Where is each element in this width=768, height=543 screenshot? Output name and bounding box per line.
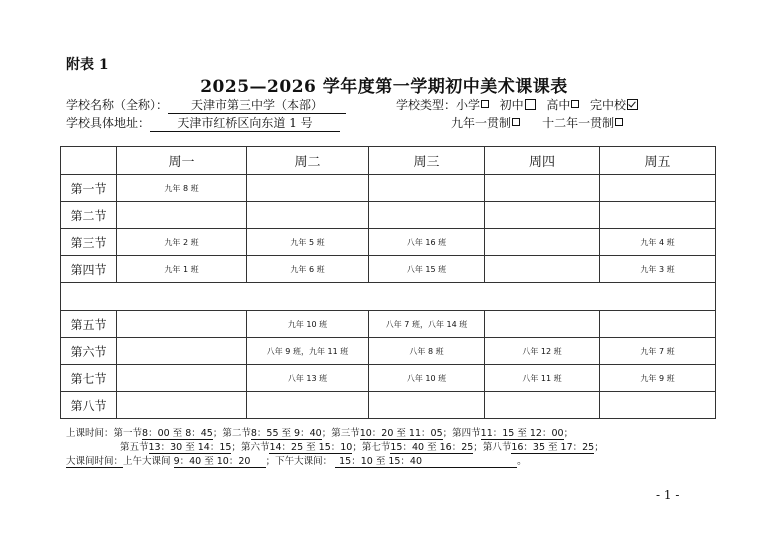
class-cell [600,311,716,338]
type-option-primary: 小学 [456,98,481,112]
period-time-value: 13：30 至 14：15 [149,439,232,454]
period-time-value: 14：25 至 15：10 [269,439,352,454]
class-cell [485,202,600,229]
type-complete-checked-icon [627,99,638,110]
class-cell: 九年 9 班 [600,365,716,392]
period-time-name: 第六节 [240,442,270,453]
period-time-name: 第三节 [331,428,360,439]
class-cell: 九年 6 班 [247,256,369,283]
school-type-label: 学校类型： [396,98,457,112]
type-senior-checkbox [571,100,579,108]
page-number: - 1 - [656,488,680,502]
period-label: 第五节 [61,311,117,338]
period-time-name: 第五节 [120,442,149,453]
class-cell [369,175,485,202]
class-cell [600,392,716,419]
page-title: 2025—2026 学年度第一学期初中美术课课表 [200,77,568,97]
period-row [61,392,716,419]
period-time-name: 第二节 [222,428,251,439]
class-cell: 八年 11 班 [485,365,600,392]
attachment-label: 附表 1 [66,57,109,73]
period-row [61,229,716,256]
lunch-separator-cell [61,283,716,311]
class-cell [117,311,247,338]
class-cell [117,392,247,419]
class-cell: 八年 9 班，九年 11 班 [247,338,369,365]
period-time-name: 第一节 [113,428,143,439]
type-option-junior: 初中 [499,98,524,112]
period-label: 第六节 [61,338,117,365]
class-cell: 九年 3 班 [600,256,716,283]
school-name-row [66,96,346,114]
period-row [61,256,716,283]
period-time-value: 11：15 至 12：00 [481,425,564,440]
class-cell: 九年 4 班 [600,229,716,256]
period-row [61,338,716,365]
school-name-label: 学校名称（全称）： [66,98,169,112]
school-type-row [396,96,641,113]
am-break-label: 上午大课间 [123,456,171,467]
break-label: 大课间时间： [66,453,123,468]
address-value: 天津市红桥区向东道 1 号 [150,114,340,132]
pm-break-time: 15：10 至 15：40 [335,453,517,468]
class-cell: 九年 1 班 [117,256,247,283]
system-twelve-checkbox [615,118,623,126]
schedule-body [61,147,716,419]
class-cell: 八年 13 班 [247,365,369,392]
class-times-label: 上课时间： [66,428,114,439]
period-label: 第一节 [61,175,117,202]
period-time-value: 15：40 至 16：25 [390,439,473,454]
am-break-time: 9：40 至 10：20 [174,453,266,468]
type-junior-checkbox [525,99,536,110]
corner-cell [61,147,117,175]
class-cell [485,175,600,202]
class-cell [247,175,369,202]
lunch-separator-row [61,283,716,311]
class-cell [600,202,716,229]
period-time-name: 第四节 [452,428,481,439]
schedule-table [60,146,716,419]
period-row [61,311,716,338]
class-cell [117,202,247,229]
type-primary-checkbox [481,100,489,108]
pm-break-label: 下午大课间： [275,456,333,467]
system-option-nine: 九年一贯制 [451,116,512,130]
class-times-line1: 上课时间：第一节8：00 至 8：45；第二节8：55 至 9：40；第三节10：20 至 11：05；第四节11：15 至 12：00； [66,425,573,440]
day-header: 周四 [485,147,600,175]
class-cell: 九年 5 班 [247,229,369,256]
address-row [66,114,340,132]
class-cell [485,311,600,338]
class-cell [485,256,600,283]
class-cell [485,392,600,419]
break-times-line: 大课间时间：上午大课间 9：40 至 10：20 ；下午大课间： 15：10 至 15：40 。 [66,453,527,468]
day-header: 周二 [247,147,369,175]
period-label: 第八节 [61,392,117,419]
period-row [61,202,716,229]
period-time-value: 8：55 至 9：40 [251,425,322,440]
period-time-name: 第八节 [482,442,512,453]
type-option-senior: 高中 [546,98,571,112]
address-label: 学校具体地址： [66,116,151,130]
class-cell: 八年 7 班，八年 14 班 [369,311,485,338]
class-cell [247,392,369,419]
class-cell: 八年 12 班 [485,338,600,365]
class-cell [117,365,247,392]
period-time-name: 第七节 [361,442,391,453]
class-cell: 九年 10 班 [247,311,369,338]
system-row [451,114,626,131]
period-time-value: 10：20 至 11：05 [360,425,443,440]
day-header: 周三 [369,147,485,175]
class-cell [247,202,369,229]
class-cell: 八年 16 班 [369,229,485,256]
type-option-complete: 完中校 [589,98,626,112]
class-cell [369,392,485,419]
period-time-value: 8：00 至 8：45 [142,425,213,440]
system-option-twelve: 十二年一贯制 [542,116,615,130]
day-header: 周一 [117,147,247,175]
period-time-value: 16：35 至 17：25 [511,439,594,454]
class-cell: 八年 15 班 [369,256,485,283]
period-label: 第七节 [61,365,117,392]
class-cell [117,338,247,365]
period-label: 第二节 [61,202,117,229]
period-row [61,365,716,392]
school-name-value: 天津市第三中学（本部） [168,96,346,114]
class-cell: 八年 10 班 [369,365,485,392]
class-cell [369,202,485,229]
class-cell: 八年 8 班 [369,338,485,365]
day-header-row [61,147,716,175]
class-cell: 九年 2 班 [117,229,247,256]
class-cell: 九年 8 班 [117,175,247,202]
period-label: 第三节 [61,229,117,256]
class-times-line2: 第五节13：30 至 14：15；第六节14：25 至 15：10；第七节15：40 至 16：25；第八节16：35 至 17：25； [120,439,604,454]
period-label: 第四节 [61,256,117,283]
system-nine-checkbox [512,118,520,126]
period-row [61,175,716,202]
class-cell [485,229,600,256]
class-cell: 九年 7 班 [600,338,716,365]
class-cell [600,175,716,202]
day-header: 周五 [600,147,716,175]
